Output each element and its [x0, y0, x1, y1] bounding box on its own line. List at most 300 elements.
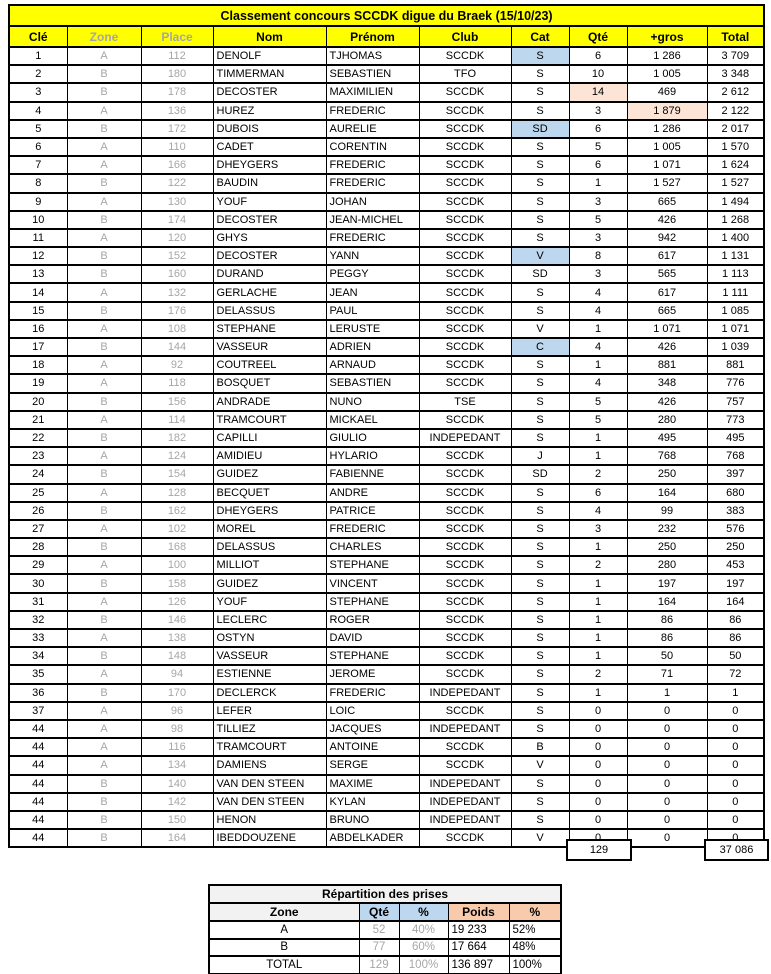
col-header-zone: Zone: [67, 26, 141, 47]
cell-club: SCCDK: [419, 611, 511, 629]
cell-club: SCCDK: [419, 102, 511, 120]
cell-club: SCCDK: [419, 829, 511, 847]
cell-cat: SD: [511, 265, 569, 283]
cell-gros: 469: [627, 83, 707, 101]
cell-place: 114: [141, 411, 213, 429]
cell-gros: 250: [627, 538, 707, 556]
cell-cat: S: [511, 684, 569, 702]
cell-club: SCCDK: [419, 411, 511, 429]
cell-gros: 1 527: [627, 174, 707, 192]
cell-qte: 0: [569, 720, 627, 738]
cell-cat: S: [511, 174, 569, 192]
cell-gros: 0: [627, 756, 707, 774]
table-row: [9, 811, 764, 829]
cell-zone: B: [67, 829, 141, 847]
cell-cle: 36: [9, 684, 67, 702]
cell-cle: 5: [9, 120, 67, 138]
cell-poids: 136 897: [448, 956, 509, 974]
cell-gros: 86: [627, 611, 707, 629]
cell-gros: 0: [627, 702, 707, 720]
cell-place: 178: [141, 83, 213, 101]
cell-place: 146: [141, 611, 213, 629]
cell-club: SCCDK: [419, 484, 511, 502]
cell-club: TFO: [419, 65, 511, 83]
cell-gros: 617: [627, 283, 707, 301]
cell-total: 397: [707, 465, 764, 483]
cell-gros: 1 071: [627, 320, 707, 338]
cell-gros: 665: [627, 302, 707, 320]
cell-nom: TRAMCOURT: [213, 738, 326, 756]
cell-qte: 3: [569, 193, 627, 211]
cell-gros: 164: [627, 593, 707, 611]
cell-qte: 6: [569, 47, 627, 65]
column-header-row: [9, 26, 764, 47]
cell-cat: SD: [511, 120, 569, 138]
cell-cle: 16: [9, 320, 67, 338]
cell-qte: 6: [569, 156, 627, 174]
table-row: [9, 556, 764, 574]
table-row: [9, 720, 764, 738]
cell-club: SCCDK: [419, 738, 511, 756]
cell-cat: V: [511, 247, 569, 265]
cell-club: SCCDK: [419, 356, 511, 374]
cell-gros: 426: [627, 338, 707, 356]
cell-qte: 3: [569, 229, 627, 247]
cell-club: SCCDK: [419, 47, 511, 65]
cell-nom: VAN DEN STEEN: [213, 793, 326, 811]
cell-nom: GUIDEZ: [213, 574, 326, 592]
cell-nom: GHYS: [213, 229, 326, 247]
cell-total: 2 017: [707, 120, 764, 138]
cell-nom: MILLIOT: [213, 556, 326, 574]
cell-gros: 50: [627, 647, 707, 665]
cell-place: 158: [141, 574, 213, 592]
cell-gros: 1: [627, 684, 707, 702]
cell-prenom: JEAN: [326, 283, 419, 301]
cell-total: 1 570: [707, 138, 764, 156]
cell-cat: S: [511, 502, 569, 520]
cell-nom: CADET: [213, 138, 326, 156]
cell-total: 576: [707, 520, 764, 538]
col-header-prenom: Prénom: [326, 26, 419, 47]
cell-zone: TOTAL: [209, 956, 359, 974]
cell-zone: B: [67, 647, 141, 665]
cell-qte: 52: [359, 921, 399, 939]
cell-prenom: STEPHANE: [326, 647, 419, 665]
cell-cle: 44: [9, 756, 67, 774]
cell-qte: 1: [569, 320, 627, 338]
cell-cle: 44: [9, 793, 67, 811]
cell-place: 150: [141, 811, 213, 829]
table-row: [9, 102, 764, 120]
cell-zone: A: [67, 556, 141, 574]
cell-place: 174: [141, 211, 213, 229]
cell-prenom: LOIC: [326, 702, 419, 720]
cell-cat: S: [511, 283, 569, 301]
table-row: [209, 921, 561, 939]
cell-qte: 4: [569, 283, 627, 301]
cell-total: 72: [707, 665, 764, 683]
cell-zone: B: [67, 247, 141, 265]
cell-prenom: JOHAN: [326, 193, 419, 211]
cell-club: SCCDK: [419, 502, 511, 520]
cell-nom: DUBOIS: [213, 120, 326, 138]
cell-pct_qte: 60%: [399, 939, 448, 957]
cell-club: SCCDK: [419, 520, 511, 538]
cell-prenom: FREDERIC: [326, 102, 419, 120]
cell-pct_poids: 48%: [509, 939, 561, 957]
cell-total: 453: [707, 556, 764, 574]
cell-cle: 44: [9, 738, 67, 756]
cell-place: 116: [141, 738, 213, 756]
cell-qte: 10: [569, 65, 627, 83]
cell-cle: 44: [9, 775, 67, 793]
cell-total: 164: [707, 593, 764, 611]
table-row: [9, 356, 764, 374]
cell-cle: 44: [9, 720, 67, 738]
cell-prenom: STEPHANE: [326, 556, 419, 574]
cell-qte: 77: [359, 939, 399, 957]
cell-club: SCCDK: [419, 265, 511, 283]
cell-prenom: NUNO: [326, 393, 419, 411]
cell-qte: 8: [569, 247, 627, 265]
cell-club: SCCDK: [419, 120, 511, 138]
cell-place: 98: [141, 720, 213, 738]
cell-total: 1 131: [707, 247, 764, 265]
cell-total: 0: [707, 756, 764, 774]
qty-grand-total: 129: [566, 839, 632, 861]
table-row: [9, 665, 764, 683]
cell-club: SCCDK: [419, 665, 511, 683]
cell-nom: ANDRADE: [213, 393, 326, 411]
summary-title: Répartition des prises: [209, 885, 561, 903]
cell-prenom: CORENTIN: [326, 138, 419, 156]
cell-nom: DHEYGERS: [213, 502, 326, 520]
cell-zone: A: [67, 738, 141, 756]
cell-qte: 1: [569, 356, 627, 374]
table-row: [9, 611, 764, 629]
cell-gros: 99: [627, 502, 707, 520]
cell-total: 1 039: [707, 338, 764, 356]
cell-cle: 18: [9, 356, 67, 374]
cell-cat: S: [511, 629, 569, 647]
cell-club: SCCDK: [419, 247, 511, 265]
table-row: [9, 629, 764, 647]
cell-cle: 23: [9, 447, 67, 465]
cell-cat: SD: [511, 465, 569, 483]
cell-cat: S: [511, 574, 569, 592]
cell-gros: 348: [627, 374, 707, 392]
cell-zone: A: [67, 47, 141, 65]
cell-prenom: SERGE: [326, 756, 419, 774]
cell-cle: 26: [9, 502, 67, 520]
cell-gros: 0: [627, 829, 707, 847]
table-title-row: [9, 5, 764, 26]
col-header-cle: Clé: [9, 26, 67, 47]
cell-prenom: FREDERIC: [326, 520, 419, 538]
cell-total: 680: [707, 484, 764, 502]
cell-zone: B: [67, 393, 141, 411]
cell-qte: 1: [569, 684, 627, 702]
cell-cle: 19: [9, 374, 67, 392]
cell-pct_qte: 40%: [399, 921, 448, 939]
cell-zone: B: [67, 429, 141, 447]
col-header-total: Total: [707, 26, 764, 47]
table-row: [9, 320, 764, 338]
cell-nom: LECLERC: [213, 611, 326, 629]
cell-total: 0: [707, 775, 764, 793]
cell-nom: COUTREEL: [213, 356, 326, 374]
cell-club: SCCDK: [419, 174, 511, 192]
cell-qte: 129: [359, 956, 399, 974]
cell-nom: STEPHANE: [213, 320, 326, 338]
cell-cle: 1: [9, 47, 67, 65]
cell-cle: 44: [9, 829, 67, 847]
cell-club: TSE: [419, 393, 511, 411]
cell-total: 197: [707, 574, 764, 592]
cell-place: 112: [141, 47, 213, 65]
cell-prenom: MICKAEL: [326, 411, 419, 429]
cell-prenom: FREDERIC: [326, 229, 419, 247]
cell-cat: S: [511, 302, 569, 320]
cell-prenom: ROGER: [326, 611, 419, 629]
cell-prenom: JEAN-MICHEL: [326, 211, 419, 229]
cell-cle: 17: [9, 338, 67, 356]
cell-club: SCCDK: [419, 593, 511, 611]
table-title: Classement concours SCCDK digue du Braek (15/10/23): [9, 5, 764, 26]
cell-prenom: KYLAN: [326, 793, 419, 811]
cell-zone: A: [67, 102, 141, 120]
cell-zone: A: [67, 356, 141, 374]
cell-qte: 2: [569, 556, 627, 574]
table-row: [209, 939, 561, 957]
cell-prenom: SEBASTIEN: [326, 65, 419, 83]
cell-total: 1 268: [707, 211, 764, 229]
cell-nom: TRAMCOURT: [213, 411, 326, 429]
cell-prenom: DAVID: [326, 629, 419, 647]
table-row: [9, 520, 764, 538]
cell-prenom: FREDERIC: [326, 684, 419, 702]
cell-zone: A: [67, 702, 141, 720]
cell-place: 122: [141, 174, 213, 192]
cell-place: 102: [141, 520, 213, 538]
summary-col-zone: Zone: [209, 903, 359, 921]
cell-place: 124: [141, 447, 213, 465]
cell-gros: 197: [627, 574, 707, 592]
cell-zone: B: [67, 211, 141, 229]
cell-place: 152: [141, 247, 213, 265]
cell-cle: 6: [9, 138, 67, 156]
cell-club: INDEPEDANT: [419, 720, 511, 738]
cell-cat: S: [511, 138, 569, 156]
cell-qte: 0: [569, 811, 627, 829]
cell-gros: 232: [627, 520, 707, 538]
cell-zone: A: [67, 138, 141, 156]
table-row: [9, 138, 764, 156]
cell-nom: MOREL: [213, 520, 326, 538]
cell-cle: 32: [9, 611, 67, 629]
cell-zone: A: [67, 193, 141, 211]
table-row: [209, 956, 561, 974]
cell-total: 50: [707, 647, 764, 665]
cell-qte: 14: [569, 83, 627, 101]
cell-zone: B: [67, 684, 141, 702]
cell-cle: 9: [9, 193, 67, 211]
cell-cle: 20: [9, 393, 67, 411]
cell-place: 164: [141, 829, 213, 847]
table-row: [9, 574, 764, 592]
summary-header-row: [209, 903, 561, 921]
cell-club: SCCDK: [419, 320, 511, 338]
cell-club: SCCDK: [419, 374, 511, 392]
cell-qte: 5: [569, 393, 627, 411]
cell-zone: B: [67, 265, 141, 283]
cell-zone: A: [67, 665, 141, 683]
cell-cle: 14: [9, 283, 67, 301]
table-row: [9, 775, 764, 793]
cell-total: 2 122: [707, 102, 764, 120]
cell-nom: DENOLF: [213, 47, 326, 65]
cell-cat: S: [511, 83, 569, 101]
cell-prenom: YANN: [326, 247, 419, 265]
cell-zone: A: [67, 720, 141, 738]
cell-cle: 30: [9, 574, 67, 592]
cell-qte: 1: [569, 447, 627, 465]
cell-nom: CAPILLI: [213, 429, 326, 447]
cell-gros: 71: [627, 665, 707, 683]
cell-club: INDEPEDANT: [419, 811, 511, 829]
cell-cat: S: [511, 556, 569, 574]
cell-nom: YOUF: [213, 593, 326, 611]
cell-gros: 0: [627, 775, 707, 793]
cell-nom: IBEDDOUZENE: [213, 829, 326, 847]
cell-place: 142: [141, 793, 213, 811]
cell-nom: BECQUET: [213, 484, 326, 502]
cell-cat: S: [511, 193, 569, 211]
cell-club: INDEPEDANT: [419, 429, 511, 447]
table-row: [9, 302, 764, 320]
cell-nom: DAMIENS: [213, 756, 326, 774]
cell-pct_poids: 100%: [509, 956, 561, 974]
table-row: [9, 338, 764, 356]
cell-cle: 24: [9, 465, 67, 483]
cell-total: 383: [707, 502, 764, 520]
cell-qte: 4: [569, 374, 627, 392]
cell-zone: A: [67, 374, 141, 392]
cell-qte: 0: [569, 775, 627, 793]
cell-prenom: MAXIMILIEN: [326, 83, 419, 101]
cell-zone: B: [209, 939, 359, 957]
cell-place: 182: [141, 429, 213, 447]
cell-nom: VASSEUR: [213, 647, 326, 665]
cell-nom: DELASSUS: [213, 302, 326, 320]
cell-place: 120: [141, 229, 213, 247]
cell-nom: OSTYN: [213, 629, 326, 647]
cell-nom: GUIDEZ: [213, 465, 326, 483]
cell-place: 166: [141, 156, 213, 174]
cell-zone: B: [67, 574, 141, 592]
cell-cle: 27: [9, 520, 67, 538]
summary-title-row: [209, 885, 561, 903]
cell-club: SCCDK: [419, 283, 511, 301]
cell-cat: B: [511, 738, 569, 756]
cell-qte: 5: [569, 138, 627, 156]
table-row: [9, 447, 764, 465]
cell-qte: 1: [569, 611, 627, 629]
cell-qte: 2: [569, 465, 627, 483]
cell-total: 86: [707, 629, 764, 647]
table-row: [9, 484, 764, 502]
cell-zone: A: [67, 411, 141, 429]
cell-cle: 34: [9, 647, 67, 665]
cell-gros: 881: [627, 356, 707, 374]
cell-gros: 1 879: [627, 102, 707, 120]
table-row: [9, 829, 764, 847]
cell-qte: 4: [569, 302, 627, 320]
cell-cat: S: [511, 393, 569, 411]
table-row: [9, 265, 764, 283]
cell-cat: S: [511, 102, 569, 120]
table-row: [9, 47, 764, 65]
cell-cat: V: [511, 829, 569, 847]
cell-cle: 12: [9, 247, 67, 265]
cell-place: 130: [141, 193, 213, 211]
cell-place: 144: [141, 338, 213, 356]
cell-total: 757: [707, 393, 764, 411]
cell-cat: S: [511, 229, 569, 247]
cell-total: 495: [707, 429, 764, 447]
cell-club: SCCDK: [419, 647, 511, 665]
table-row: [9, 374, 764, 392]
cell-qte: 1: [569, 429, 627, 447]
cell-total: 0: [707, 738, 764, 756]
cell-prenom: VINCENT: [326, 574, 419, 592]
cell-nom: DURAND: [213, 265, 326, 283]
cell-place: 132: [141, 283, 213, 301]
cell-nom: DECOSTER: [213, 83, 326, 101]
cell-total: 1 111: [707, 283, 764, 301]
cell-place: 172: [141, 120, 213, 138]
cell-pct_qte: 100%: [399, 956, 448, 974]
table-row: [9, 83, 764, 101]
table-row: [9, 702, 764, 720]
table-row: [9, 502, 764, 520]
cell-gros: 665: [627, 193, 707, 211]
cell-zone: B: [67, 775, 141, 793]
cell-cat: C: [511, 338, 569, 356]
cell-qte: 3: [569, 520, 627, 538]
cell-cat: S: [511, 374, 569, 392]
cell-prenom: FREDERIC: [326, 174, 419, 192]
cell-club: SCCDK: [419, 538, 511, 556]
cell-prenom: PAUL: [326, 302, 419, 320]
cell-place: 100: [141, 556, 213, 574]
cell-total: 2 612: [707, 83, 764, 101]
cell-place: 92: [141, 356, 213, 374]
cell-cle: 28: [9, 538, 67, 556]
cell-qte: 2: [569, 665, 627, 683]
cell-total: 0: [707, 793, 764, 811]
cell-place: 110: [141, 138, 213, 156]
cell-nom: HUREZ: [213, 102, 326, 120]
cell-cle: 7: [9, 156, 67, 174]
table-row: [9, 174, 764, 192]
cell-qte: 1: [569, 574, 627, 592]
cell-nom: VAN DEN STEEN: [213, 775, 326, 793]
cell-club: SCCDK: [419, 756, 511, 774]
cell-qte: 4: [569, 338, 627, 356]
cell-gros: 1 286: [627, 47, 707, 65]
